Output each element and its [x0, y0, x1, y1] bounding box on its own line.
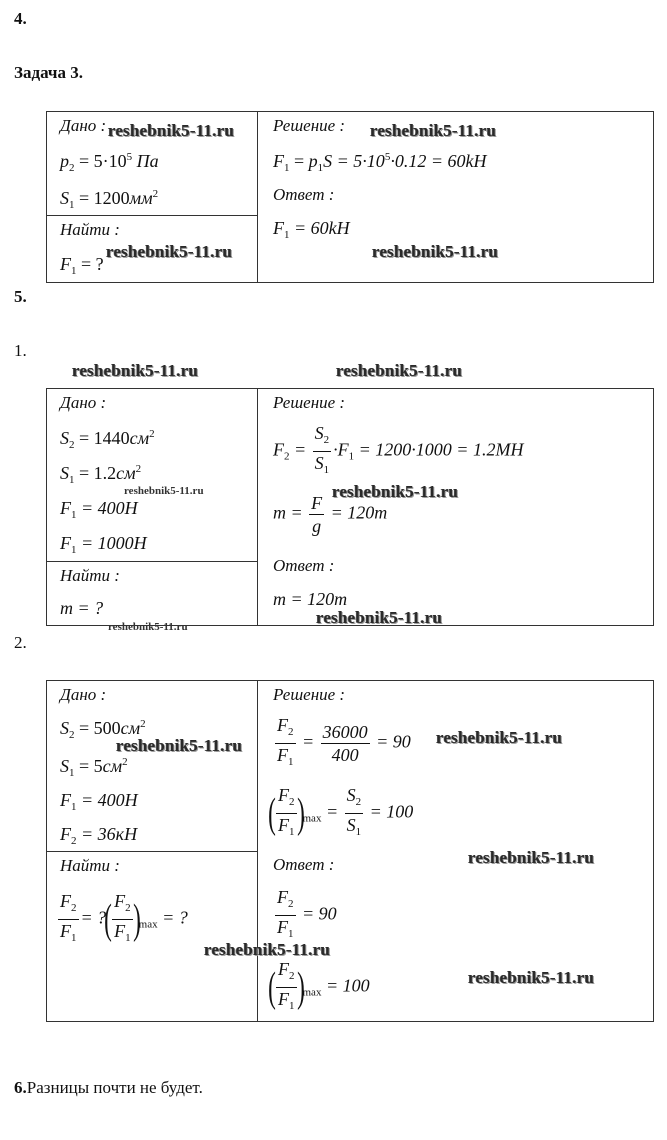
watermark: reshebnik5-11.ru: [336, 361, 463, 380]
task5-2-divider: [257, 680, 258, 1022]
task3-answer-label: Ответ :: [273, 185, 335, 204]
task5-1-given-label: Дано :: [60, 393, 107, 412]
watermark: reshebnik5-11.ru: [316, 608, 443, 627]
watermark: reshebnik5-11.ru: [124, 485, 204, 497]
task5-1-s2: $S_2 = 1440см^2$: [60, 428, 155, 451]
task5-1-find: m = ?: [60, 598, 104, 618]
task5-2-answer-1: $\frac{F_2}{F_1}$ = 90: [273, 886, 337, 945]
task5-1-solution-label: Решение :: [273, 393, 346, 412]
watermark: reshebnik5-11.ru: [106, 242, 233, 261]
watermark: reshebnik5-11.ru: [108, 121, 235, 140]
task5-2-f1: $F_1 = 400H$: [60, 790, 138, 813]
task5-1-divider: [257, 388, 258, 626]
watermark: reshebnik5-11.ru: [436, 728, 563, 747]
task5-2-f2: $F_2 = 36кH$: [60, 824, 138, 847]
task5-2-given-label: Дано :: [60, 685, 107, 704]
task3-hdivider: [46, 215, 257, 216]
task5-1-hdivider: [46, 561, 257, 562]
watermark: reshebnik5-11.ru: [116, 736, 243, 755]
heading-4: 4.: [14, 9, 27, 28]
task5-2-equation-2: ( $\frac{F_2}{F_1}$ )$_{max}$ = $\frac{S_2}{S_1}$ = 100: [270, 784, 413, 843]
subtask-2-number: 2.: [14, 633, 27, 652]
task5-2-solution-label: Решение :: [273, 685, 346, 704]
watermark: reshebnik5-11.ru: [468, 848, 595, 867]
task5-2-find: $\frac{F_2}{F_1}$ = ?( $\frac{F_2}{F_1}$ )$_{max}$ = ?: [56, 890, 188, 949]
heading-5: 5.: [14, 287, 27, 306]
task5-1-answer-label: Ответ :: [273, 556, 335, 575]
heading-task-3: Задача 3.: [14, 63, 83, 82]
heading-6: 6.Разницы почти не будет.: [14, 1078, 203, 1097]
task3-solution: $F_1 = p_1S = 5\cdot 10^5\cdot 0.12 = 60kH$: [273, 151, 487, 174]
watermark: reshebnik5-11.ru: [72, 361, 199, 380]
watermark: reshebnik5-11.ru: [370, 121, 497, 140]
task3-find: $F_1$ = ?: [60, 254, 104, 277]
subtask-1-number: 1.: [14, 341, 27, 360]
watermark: reshebnik5-11.ru: [468, 968, 595, 987]
task3-p2: $p_2 = 5\cdot 10^5$ Па: [60, 151, 159, 174]
task5-1-equation-2: m = $\frac{F}{g}$ = 120m: [273, 493, 388, 536]
task5-2-equation-1: $\frac{F_2}{F_1}$ = $\frac{36000}{400}$ = 90: [273, 714, 411, 773]
task5-1-f1b: $F_1 = 1000H$: [60, 533, 147, 556]
watermark: reshebnik5-11.ru: [372, 242, 499, 261]
task5-2-answer-2: ( $\frac{F_2}{F_1}$ )$_{max} = 100$: [270, 958, 370, 1017]
task5-2-answer-label: Ответ :: [273, 855, 335, 874]
watermark: reshebnik5-11.ru: [332, 482, 459, 501]
task5-2-s2: $S_2 = 500см^2$: [60, 718, 146, 741]
watermark: reshebnik5-11.ru: [204, 940, 331, 959]
task3-find-label: Найти :: [60, 220, 120, 239]
task3-given-label: Дано :: [60, 116, 107, 135]
watermark: reshebnik5-11.ru: [108, 621, 188, 633]
task5-2-hdivider: [46, 851, 257, 852]
task5-1-s1: $S_1 = 1.2см^2$: [60, 463, 142, 486]
task3-solution-label: Решение :: [273, 116, 346, 135]
task5-2-find-label: Найти :: [60, 856, 120, 875]
task5-1-find-label: Найти :: [60, 566, 120, 585]
task3-divider: [257, 111, 258, 283]
task5-2-s1: $S_1 = 5см^2$: [60, 756, 128, 779]
task5-1-answer: m = 120m: [273, 589, 348, 609]
task5-1-f1a: $F_1 = 400H$: [60, 498, 138, 521]
task3-answer: $F_1 = 60kH$: [273, 218, 350, 241]
task3-s1: $S_1 = 1200мм^2$: [60, 188, 159, 211]
task5-1-equation-1: $F_2$ = $\frac{S_2}{S_1}$ $\cdot F_1 = 1200\cdot 1000 = 1.2MH$: [273, 422, 523, 481]
